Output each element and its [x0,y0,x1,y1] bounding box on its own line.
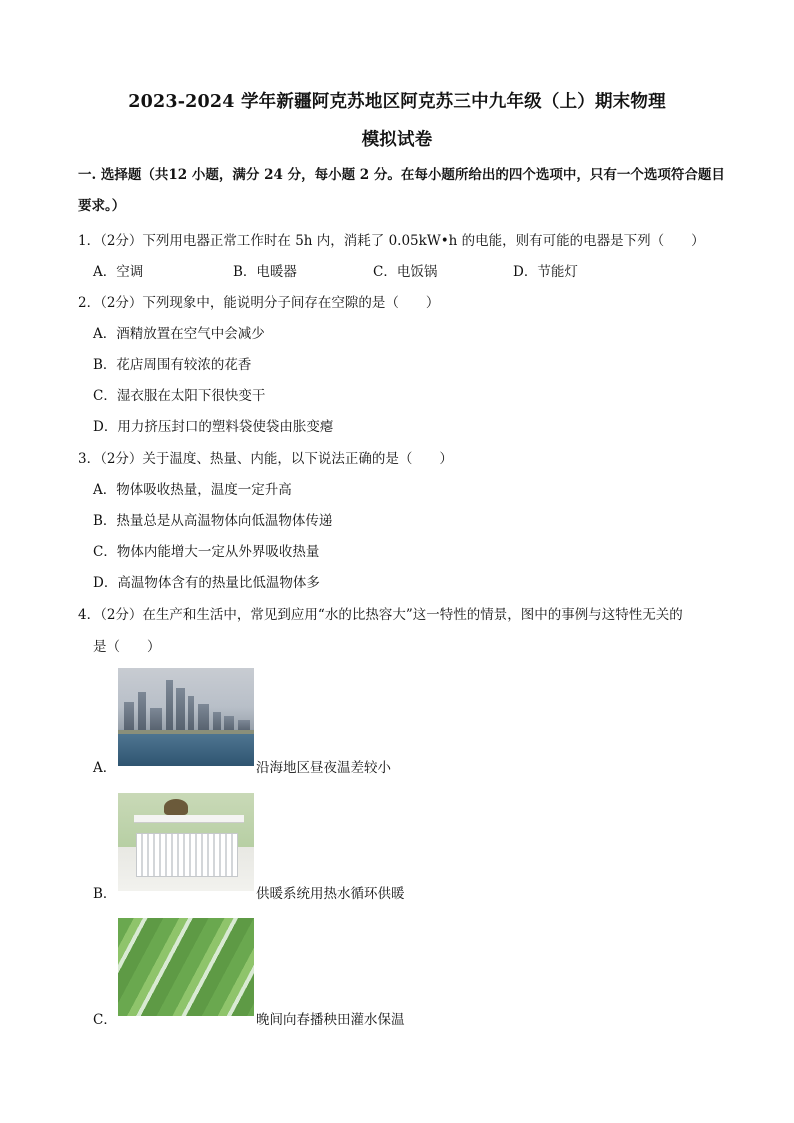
question-2-option-d[interactable]: D．用力挤压封口的塑料袋使袋由胀变瘪 [93,419,334,435]
question-4-option-b-letter[interactable]: B． [93,886,117,902]
question-3-option-a[interactable]: A．物体吸收热量，温度一定升高 [93,482,292,498]
question-2-option-b[interactable]: B．花店周围有较浓的花香 [93,357,252,373]
question-2-option-a[interactable]: A．酒精放置在空气中会减少 [93,326,265,342]
question-4-option-c-caption: 晚间向春播秧田灌水保温 [256,1012,405,1028]
question-4-option-b-caption: 供暖系统用热水循环供暖 [256,886,405,902]
question-1-option-c[interactable]: C．电饭锅 [373,264,438,280]
question-3-option-d[interactable]: D．高温物体含有的热量比低温物体多 [93,575,320,591]
question-2-stem: 2．（2分）下列现象中，能说明分子间存在空隙的是（ ） [78,295,440,311]
question-1-option-a[interactable]: A．空调 [93,264,144,280]
question-4-option-a-letter[interactable]: A． [93,760,117,776]
question-2-option-c[interactable]: C．湿衣服在太阳下很快变干 [93,388,266,404]
rice-seedling-field-image [118,918,254,1016]
exam-title-line1: 2023-2024 学年新疆阿克苏地区阿克苏三中九年级（上）期末物理 [128,92,666,112]
exam-title-line2: 模拟试卷 [361,130,433,150]
question-3-option-b[interactable]: B．热量总是从高温物体向低温物体传递 [93,513,333,529]
question-3-stem: 3．（2分）关于温度、热量、内能，以下说法正确的是（ ） [78,451,453,467]
section-heading: 一. 选择题（共12 小题，满分 24 分，每小题 2 分。在每小题所给出的四个选项中，只有一个选项符合题目要求。） [78,167,725,214]
question-1-stem: 1．（2分）下列用电器正常工作时在 5h 内，消耗了 0.05kW•h 的电能，则有可能的电器是下列（ ） [78,233,705,249]
coastal-city-image [118,668,254,766]
question-1-option-b[interactable]: B．电暖器 [233,264,297,280]
radiator-image [118,793,254,891]
question-4-option-c-letter[interactable]: C． [93,1012,117,1028]
question-1-options [93,260,693,280]
question-3-option-c[interactable]: C．物体内能增大一定从外界吸收热量 [93,544,320,560]
question-4-stem-line1: 4．（2分）在生产和生活中，常见到应用“水的比热容大”这一特性的情景，图中的事例与这特性无关的 [78,607,683,623]
question-1-option-d[interactable]: D．节能灯 [513,264,578,280]
question-4-option-a-caption: 沿海地区昼夜温差较小 [256,760,391,776]
question-4-stem-line2: 是（ ） [93,639,161,655]
